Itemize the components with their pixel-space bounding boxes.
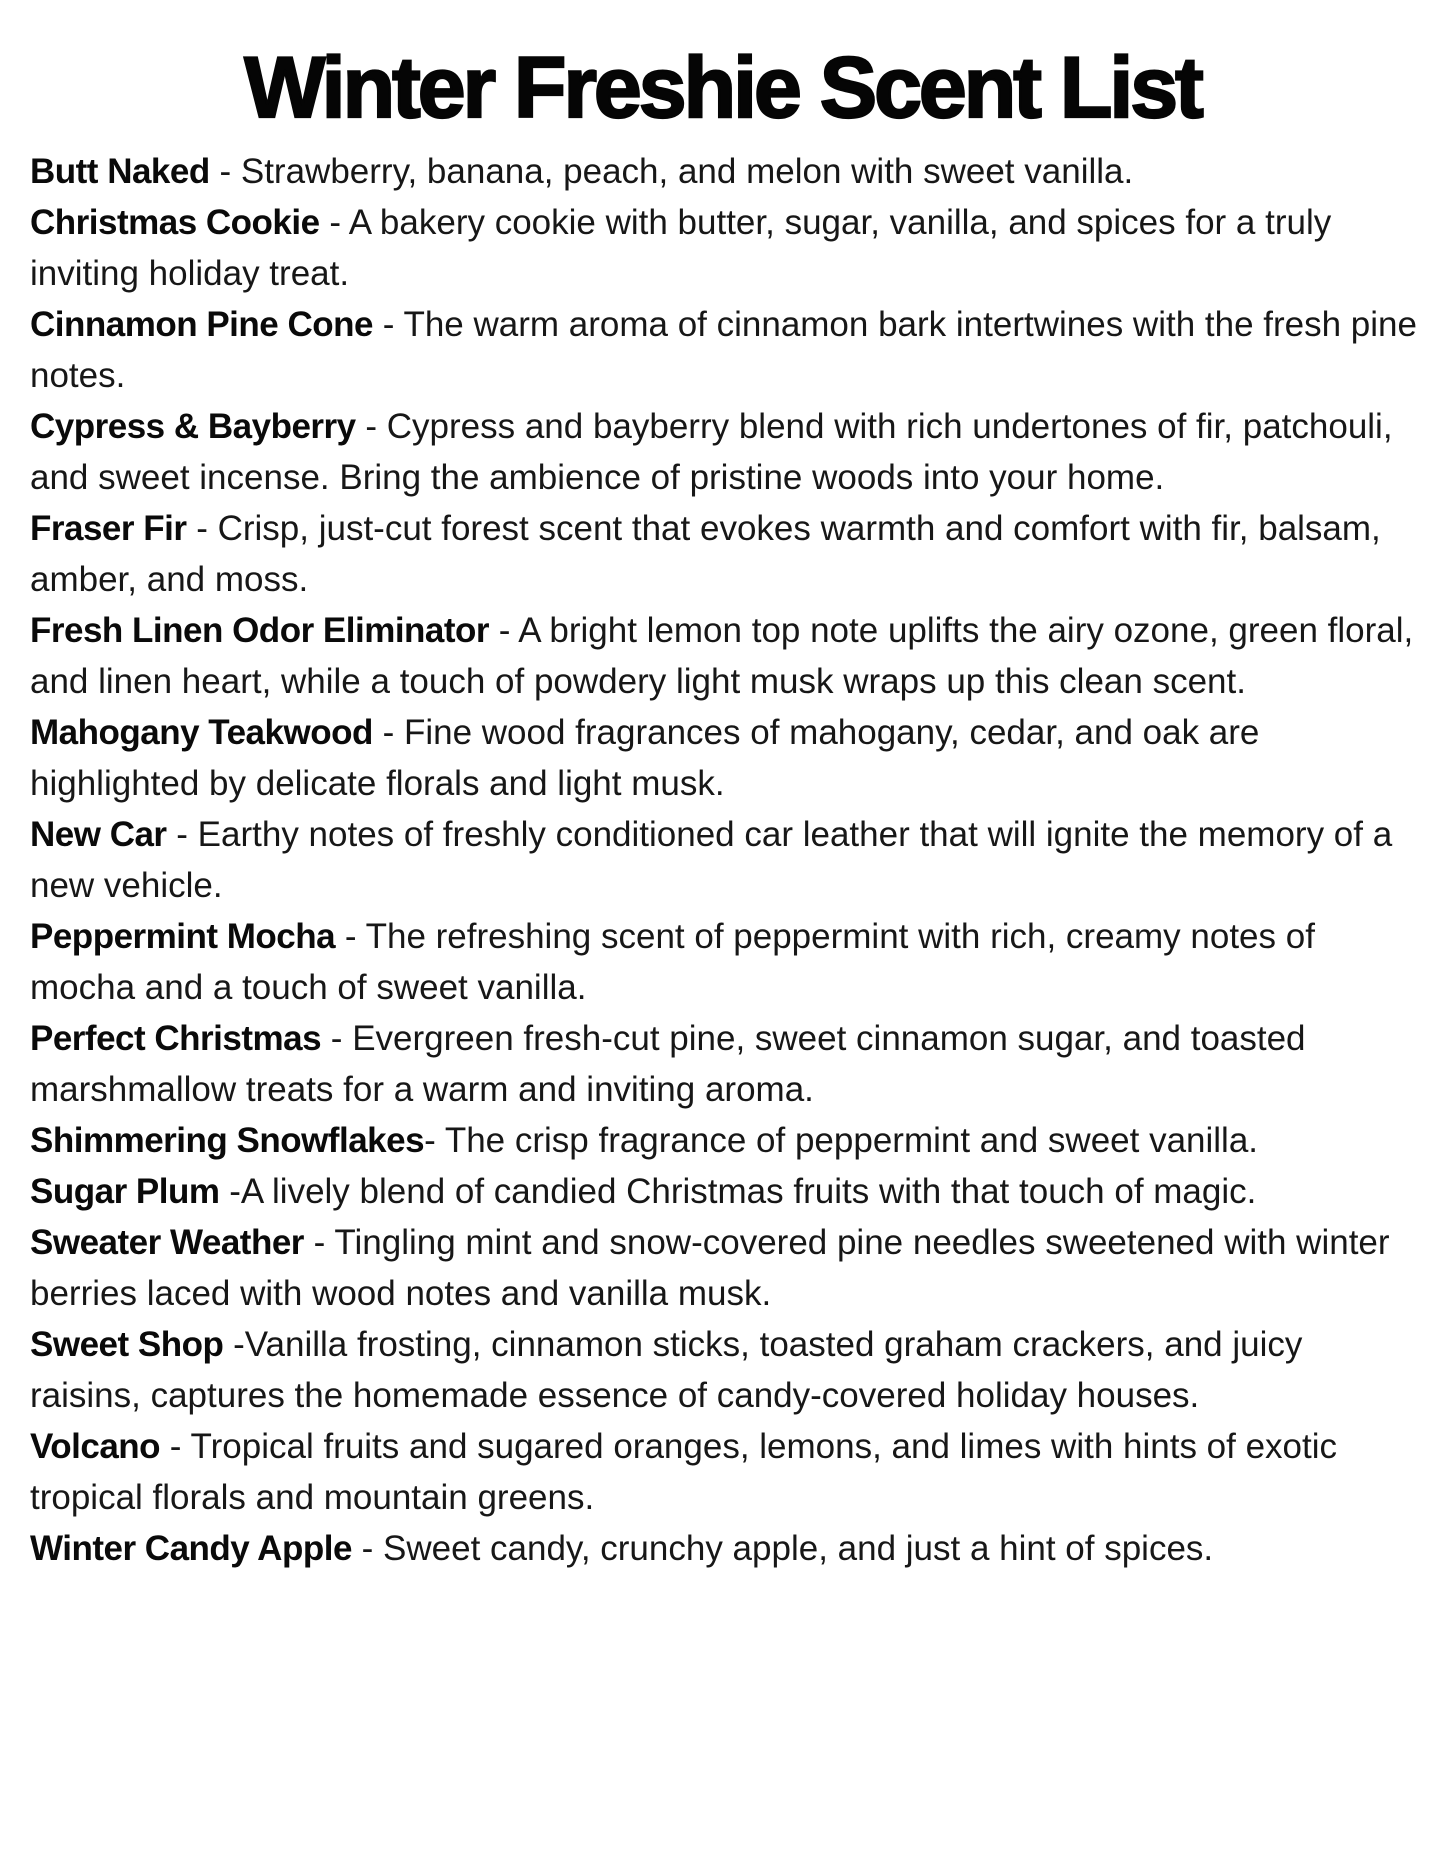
scent-separator: - (489, 611, 519, 650)
scent-name: Cinnamon Pine Cone (30, 305, 373, 344)
scent-separator: - (424, 1121, 445, 1160)
scent-description: Strawberry, banana, peach, and melon with sweet vanilla. (240, 152, 1134, 191)
scent-description: The crisp fragrance of peppermint and sweet vanilla. (444, 1121, 1259, 1160)
scent-entry (30, 1319, 1419, 1421)
scent-entry (30, 809, 1419, 911)
scent-separator: - (160, 1427, 191, 1466)
scent-entry (30, 1421, 1419, 1523)
scent-description: Crisp, just-cut forest scent that evokes warmth and comfort with fir, balsam, amber, and moss. (30, 509, 1381, 599)
scent-entry (30, 707, 1419, 809)
scent-entry (30, 146, 1419, 197)
scent-name: Volcano (30, 1427, 161, 1466)
scent-name: Winter Candy Apple (30, 1529, 352, 1568)
scent-entry (30, 1115, 1419, 1166)
scent-name: Christmas Cookie (30, 203, 320, 242)
scent-list (30, 146, 1419, 1574)
scent-entry (30, 299, 1419, 401)
scent-name: Sugar Plum (30, 1172, 220, 1211)
scent-description: Cypress and bayberry blend with rich undertones of fir, patchouli, and sweet incense. Bring the ambience of pristine woods into your home. (30, 407, 1393, 497)
scent-name: Peppermint Mocha (30, 917, 336, 956)
scent-description: A lively blend of candied Christmas fruits with that touch of magic. (240, 1172, 1257, 1211)
scent-separator: - (321, 1019, 353, 1058)
scent-name: Sweater Weather (30, 1223, 304, 1262)
scent-separator: - (319, 203, 349, 242)
scent-name: Fraser Fir (30, 509, 187, 548)
scent-description: Evergreen fresh-cut pine, sweet cinnamon sugar, and toasted marshmallow treats for a warm and inviting aroma. (30, 1019, 1306, 1109)
scent-separator: - (166, 815, 198, 854)
scent-entry (30, 1166, 1419, 1217)
scent-description: Vanilla frosting, cinnamon sticks, toasted graham crackers, and juicy raisins, captures the homemade essence of candy-covered holiday houses. (30, 1325, 1303, 1415)
scent-description: The warm aroma of cinnamon bark intertwines with the fresh pine notes. (30, 305, 1417, 395)
scent-name: Butt Naked (30, 152, 210, 191)
scent-name: Mahogany Teakwood (30, 713, 373, 752)
scent-description: Tingling mint and snow-covered pine needles sweetened with winter berries laced with wood notes and vanilla musk. (30, 1223, 1390, 1313)
scent-entry (30, 1013, 1419, 1115)
scent-separator: - (372, 305, 404, 344)
scent-name: Shimmering Snowflakes (30, 1121, 425, 1160)
scent-separator: - (186, 509, 218, 548)
scent-entry (30, 197, 1419, 299)
scent-separator: - (209, 152, 241, 191)
scent-separator: - (351, 1529, 384, 1568)
page-title: Winter Freshie Scent List (244, 40, 1201, 136)
scent-description: Sweet candy, crunchy apple, and just a hint of spices. (383, 1529, 1214, 1568)
scent-description: A bright lemon top note uplifts the airy ozone, green floral, and linen heart, while a touch of powdery light musk wraps up this clean scent. (30, 611, 1414, 701)
scent-description: A bakery cookie with butter, sugar, vanilla, and spices for a truly inviting holiday treat. (30, 203, 1332, 293)
scent-separator: - (355, 407, 387, 446)
scent-separator: - (303, 1223, 335, 1262)
scent-description: Tropical fruits and sugared oranges, lemons, and limes with hints of exotic tropical florals and mountain greens. (30, 1427, 1338, 1517)
scent-entry (30, 1523, 1419, 1574)
scent-entry (30, 503, 1419, 605)
scent-name: Fresh Linen Odor Eliminator (30, 611, 490, 650)
scent-name: New Car (30, 815, 167, 854)
scent-description: Earthy notes of freshly conditioned car leather that will ignite the memory of a new vehicle. (30, 815, 1393, 905)
scent-separator: - (219, 1172, 241, 1211)
scent-name: Sweet Shop (30, 1325, 224, 1364)
scent-entry (30, 401, 1419, 503)
scent-entry (30, 605, 1419, 707)
scent-entry (30, 911, 1419, 1013)
scent-separator: - (223, 1325, 245, 1364)
scent-separator: - (372, 713, 404, 752)
scent-description: The refreshing scent of peppermint with rich, creamy notes of mocha and a touch of sweet vanilla. (30, 917, 1315, 1007)
scent-separator: - (335, 917, 366, 956)
scent-entry (30, 1217, 1419, 1319)
scent-description: Fine wood fragrances of mahogany, cedar, and oak are highlighted by delicate florals and light musk. (30, 713, 1260, 803)
scent-name: Perfect Christmas (30, 1019, 322, 1058)
scent-name: Cypress & Bayberry (30, 407, 356, 446)
